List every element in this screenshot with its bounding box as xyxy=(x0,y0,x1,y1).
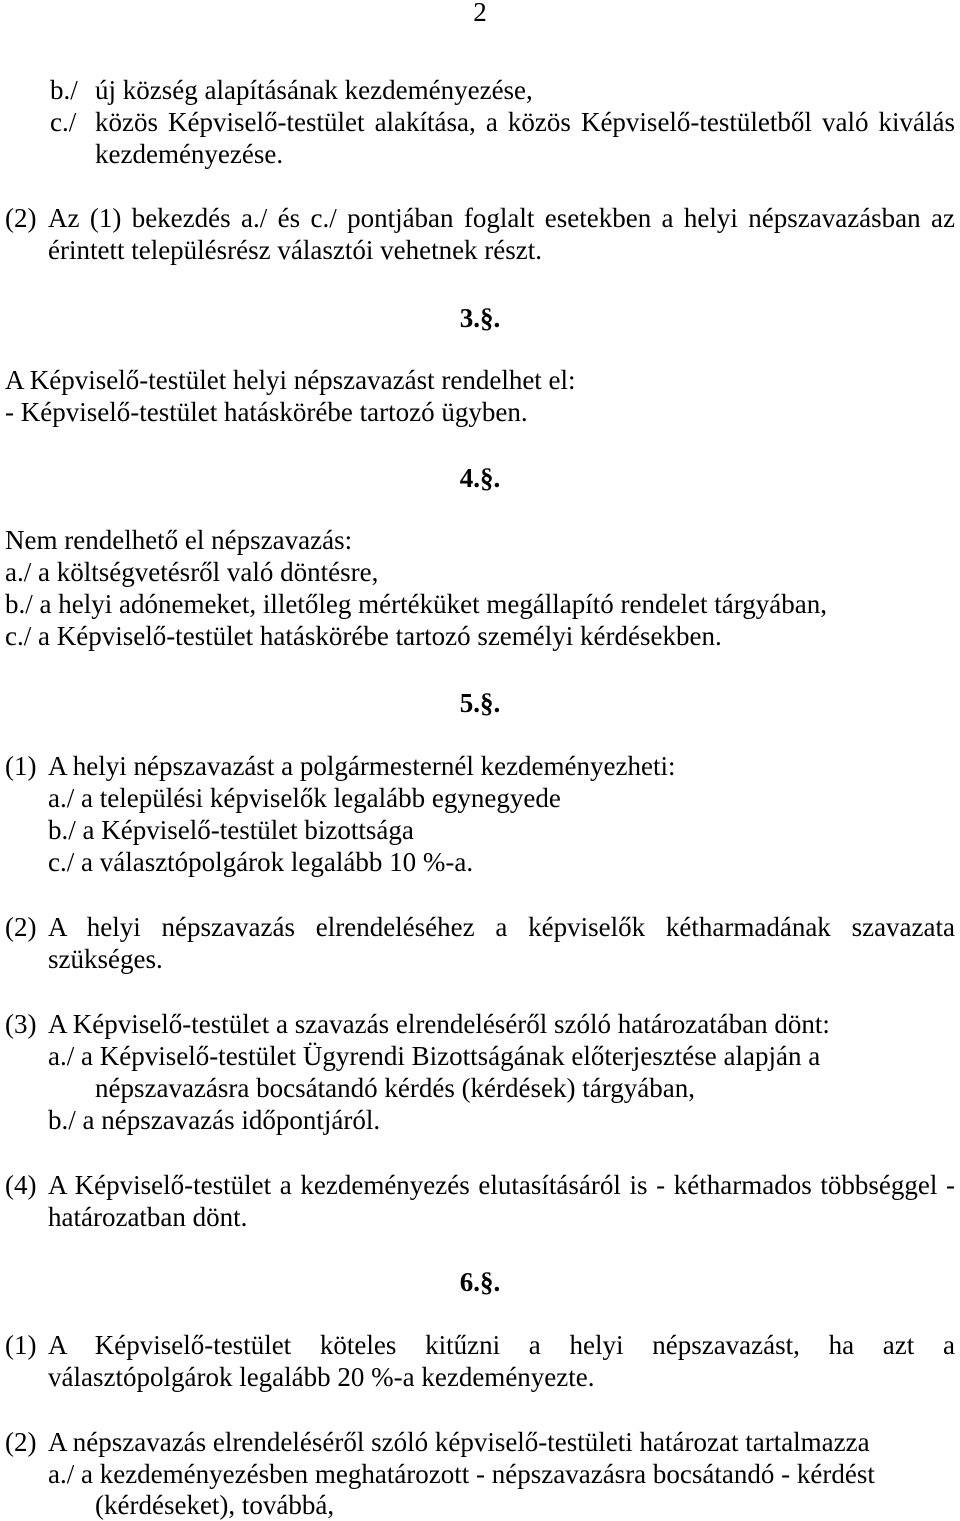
list-item: b./ a Képviselő-testület bizottsága xyxy=(48,815,414,845)
list-item: c./ a Képviselő-testület hatáskörébe tartozó személyi kérdésekben. xyxy=(5,621,722,651)
list-item-text: közös Képviselő-testület alakítása, a közös Képviselő-testületből való kiválás xyxy=(95,107,955,137)
paragraph-number: (2) xyxy=(5,1427,37,1457)
list-item: b./ a helyi adónemeket, illetőleg mértéküket megállapító rendelet tárgyában, xyxy=(5,589,827,619)
section-heading: 4.§. xyxy=(459,463,501,493)
paragraph-line: A helyi népszavazás elrendeléséhez a képviselők kétharmadának szavazata xyxy=(48,912,955,942)
list-item: a./ a települési képviselők legalább egynegyede xyxy=(48,783,561,813)
list-item: a./ a költségvetésről való döntésre, xyxy=(5,557,379,587)
paragraph-line: Az (1) bekezdés a./ és c./ pontjában foglalt esetekben a helyi népszavazásban az xyxy=(48,203,955,233)
list-item-text: kezdeményezése. xyxy=(95,139,284,169)
list-item-text: új község alapításának kezdeményezése, xyxy=(95,75,533,105)
paragraph-line: A Képviselő-testület helyi népszavazást rendelhet el: xyxy=(5,365,576,395)
list-item-continuation: népszavazásra bocsátandó kérdés (kérdések) tárgyában, xyxy=(95,1073,695,1103)
paragraph-number: (2) xyxy=(5,203,37,233)
paragraph-line: A Képviselő-testület a szavazás elrendeléséről szóló határozatában dönt: xyxy=(48,1009,830,1039)
paragraph-line: A népszavazás elrendeléséről szóló képviselő-testületi határozat tartalmazza xyxy=(48,1427,870,1457)
page-number: 2 xyxy=(473,0,487,27)
paragraph-line: - Képviselő-testület hatáskörébe tartozó ügyben. xyxy=(5,397,528,427)
paragraph-line: érintett településrész választói vehetnek részt. xyxy=(48,235,543,265)
list-item: c./ a választópolgárok legalább 10 %-a. xyxy=(48,847,474,877)
paragraph-line: A Képviselő-testület a kezdeményezés elutasításáról is - kétharmados többséggel - xyxy=(48,1170,955,1200)
list-item-label: c./ xyxy=(50,107,77,137)
paragraph-line: határozatban dönt. xyxy=(48,1202,248,1232)
list-item: a./ a Képviselő-testület Ügyrendi Bizottságának előterjesztése alapján a xyxy=(48,1041,821,1071)
list-item-label: b./ xyxy=(50,75,78,105)
paragraph-line: szükséges. xyxy=(48,944,163,974)
list-item-continuation: (kérdéseket), továbbá, xyxy=(95,1490,335,1520)
paragraph-line: választópolgárok legalább 20 %-a kezdeményezte. xyxy=(48,1362,595,1392)
paragraph-number: (1) xyxy=(5,1330,37,1360)
paragraph-line: A Képviselő-testület köteles kitűzni a helyi népszavazást, ha azt a xyxy=(48,1330,955,1360)
section-heading: 3.§. xyxy=(459,303,501,333)
section-heading: 5.§. xyxy=(459,688,501,718)
list-item: a./ a kezdeményezésben meghatározott - népszavazásra bocsátandó - kérdést xyxy=(48,1459,875,1489)
paragraph-number: (2) xyxy=(5,912,37,942)
paragraph-line: A helyi népszavazást a polgármesternél kezdeményezheti: xyxy=(48,751,676,781)
list-item: b./ a népszavazás időpontjáról. xyxy=(48,1105,381,1135)
section-heading: 6.§. xyxy=(459,1267,501,1297)
paragraph-line: Nem rendelhető el népszavazás: xyxy=(5,525,353,555)
paragraph-number: (3) xyxy=(5,1009,37,1039)
paragraph-number: (1) xyxy=(5,751,37,781)
paragraph-number: (4) xyxy=(5,1170,37,1200)
